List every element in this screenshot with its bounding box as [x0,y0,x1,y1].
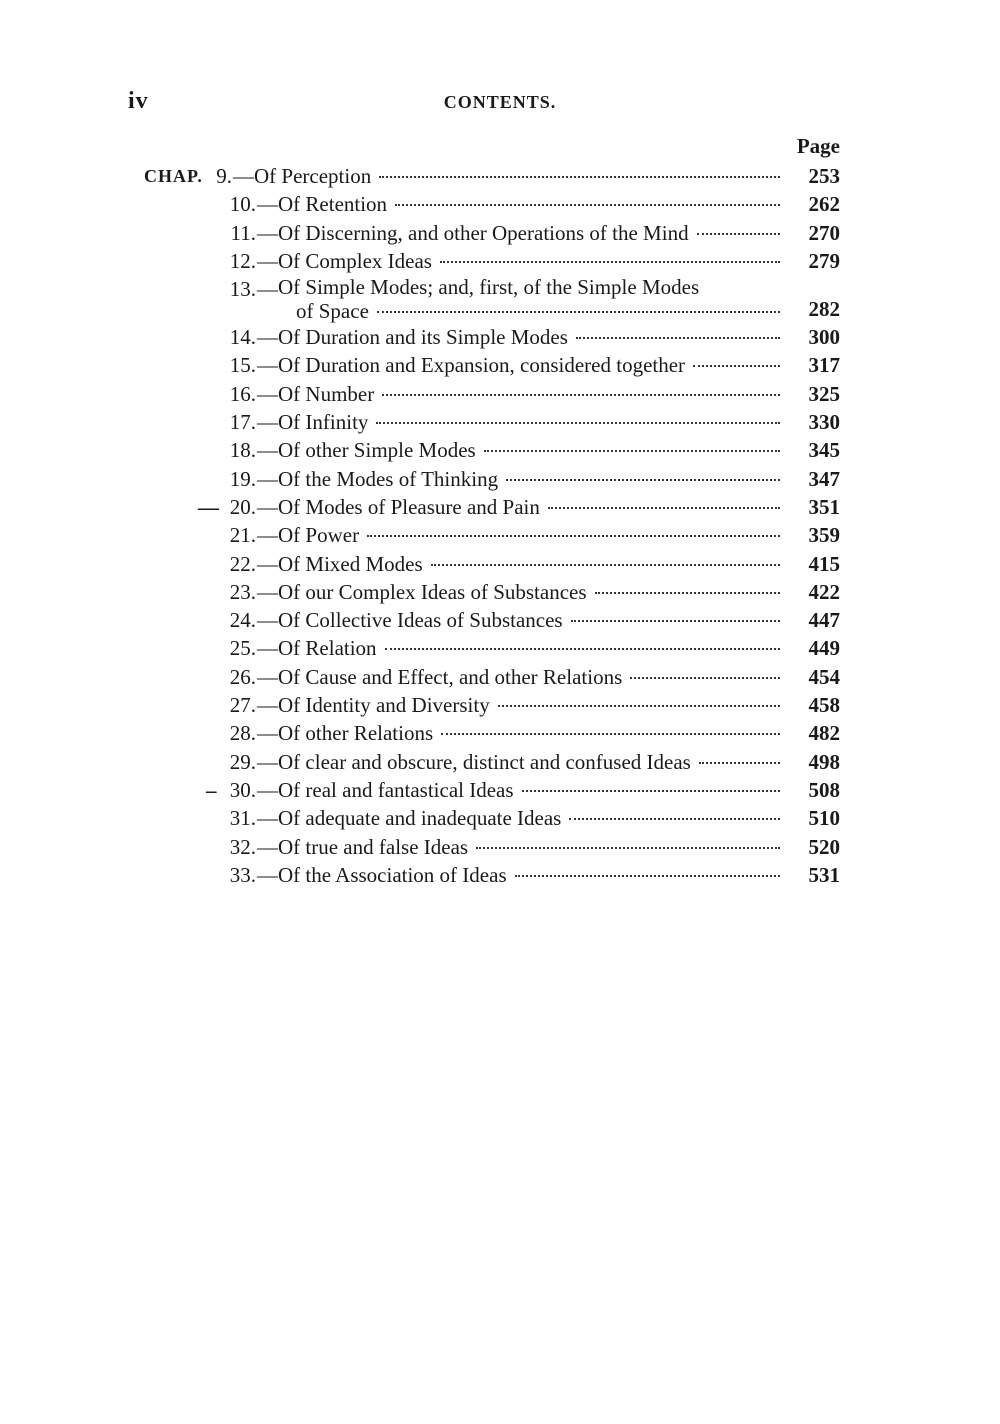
chapter-title: Of the Association of Ideas [278,861,780,889]
dash: — [257,579,278,604]
page-column-label: Page [796,134,840,158]
chapter-number: 11. [230,220,256,245]
dash: — [257,834,278,859]
chapter-title: Of our Complex Ideas of Substances [278,578,780,606]
chapter-number: 29. [229,749,256,774]
chapter-number: 32. [229,834,256,859]
page-ref: 449 [808,636,840,661]
chapter-title: Of Identity and Diversity [278,691,780,719]
toc-row [0,162,1000,190]
dash: — [257,381,278,406]
page-ref: 359 [808,523,840,548]
toc-row [0,436,1000,464]
chapter-title: Of Power [278,521,780,549]
toc-row [0,861,1000,889]
chapter-title: Of Duration and Expansion, considered together [278,351,780,379]
dash: — [257,277,278,302]
dash: — [257,777,278,802]
chapter-label: CHAP. [144,166,203,186]
page-ref: 520 [808,834,840,859]
chapter-number: 9. [216,164,232,188]
chapter-title: Of the Modes of Thinking [278,465,780,493]
dash: — [257,494,278,519]
toc-row [0,804,1000,832]
page-ref: 253 [808,164,840,188]
chapter-number: 24. [229,608,256,633]
chapter-number: 17. [229,410,256,435]
dash: — [257,693,278,718]
dash: — [257,248,278,273]
chapter-title: Of true and false Ideas [278,833,780,861]
toc-row [0,190,1000,218]
margin-mark: — [198,494,219,519]
page-ref: 300 [808,325,840,350]
toc-row [0,521,1000,549]
chapter-title: Of Duration and its Simple Modes [278,323,780,351]
toc-row [0,550,1000,578]
chapter-title: Of other Simple Modes [278,436,780,464]
toc-row [0,275,1000,323]
chapter-title: Of Modes of Pleasure and Pain [278,493,780,521]
chapter-title: Of Mixed Modes [278,550,780,578]
dash: — [257,192,278,217]
page-ref: 282 [808,297,840,322]
page-ref: 279 [808,248,840,273]
table-of-contents [0,162,1000,889]
dash: — [257,523,278,548]
dash: — [257,749,278,774]
page-ref: 458 [808,693,840,718]
chapter-number: 12. [229,248,256,273]
page-ref: 347 [808,466,840,491]
page-ref: 508 [808,777,840,802]
dash: — [257,862,278,887]
dash: — [257,325,278,350]
chapter-number: 16. [229,381,256,406]
chapter-title: Of Relation [278,634,780,662]
chapter-title: Of Simple Modes; and, first, of the Simple Modes of Space [278,275,780,323]
page-ref: 330 [808,410,840,435]
page-ref: 317 [808,353,840,378]
toc-row [0,351,1000,379]
chapter-number: 20. [229,494,256,519]
dash: — [257,466,278,491]
chapter-number: 23. [229,579,256,604]
chapter-title: Of Collective Ideas of Substances [278,606,780,634]
toc-row [0,380,1000,408]
toc-row [0,634,1000,662]
dash: — [257,608,278,633]
page-ref: 498 [808,749,840,774]
toc-row [0,663,1000,691]
dash: — [257,220,278,245]
chapter-title: Of Number [278,380,780,408]
page-ref: 482 [808,721,840,746]
chapter-title: Of real and fantastical Ideas [278,776,780,804]
toc-row [0,776,1000,804]
dash: — [257,410,278,435]
page-ref: 454 [808,664,840,689]
page-ref: 422 [808,579,840,604]
toc-row [0,465,1000,493]
toc-row [0,748,1000,776]
page-ref: 270 [808,220,840,245]
chapter-title: Of Cause and Effect, and other Relations [278,663,780,691]
chapter-number: 14. [229,325,256,350]
page-ref: 415 [808,551,840,576]
toc-row [0,219,1000,247]
chapter-title: Of adequate and inadequate Ideas [278,804,780,832]
chapter-number: 21. [229,523,256,548]
toc-row [0,606,1000,634]
dash: — [257,438,278,463]
page-ref: 351 [808,494,840,519]
chapter-number: 22. [229,551,256,576]
chapter-title: Of Retention [278,190,780,218]
chapter-title: Of Perception [254,162,780,190]
dash: — [257,721,278,746]
page-ref: 531 [808,862,840,887]
page-ref: 447 [808,608,840,633]
chapter-number: 33. [229,862,256,887]
chapter-title: Of other Relations [278,719,780,747]
chapter-title: Of Complex Ideas [278,247,780,275]
dash: — [257,353,278,378]
chapter-number: 28. [229,721,256,746]
chapter-number: 10. [229,192,256,217]
dash: — [257,806,278,831]
chapter-number: 18. [229,438,256,463]
toc-row [0,833,1000,861]
toc-row [0,323,1000,351]
chapter-number: 31. [229,806,256,831]
toc-row [0,719,1000,747]
page-ref: 510 [808,806,840,831]
chapter-title: Of Discerning, and other Operations of the Mind [278,219,780,247]
toc-row [0,691,1000,719]
page-ref: 262 [808,192,840,217]
chapter-number: 19. [229,466,256,491]
toc-row [0,493,1000,521]
page-ref: 345 [808,438,840,463]
margin-mark: – [206,777,217,802]
page-number: iv [128,88,149,114]
chapter-number: 15. [229,353,256,378]
chapter-number: 30. [229,777,256,802]
chapter-number: 13. [229,277,256,302]
chapter-number: 26. [229,664,256,689]
chapter-number: 27. [229,693,256,718]
dash: — [257,636,278,661]
toc-row [0,247,1000,275]
running-head: CONTENTS. [443,92,557,112]
chapter-number: 25. [229,636,256,661]
toc-row [0,408,1000,436]
dash: — [233,164,254,188]
dash: — [257,551,278,576]
chapter-title: Of Infinity [278,408,780,436]
chapter-title: Of clear and obscure, distinct and confused Ideas [278,748,780,776]
dash: — [257,664,278,689]
page-ref: 325 [808,381,840,406]
toc-row [0,578,1000,606]
